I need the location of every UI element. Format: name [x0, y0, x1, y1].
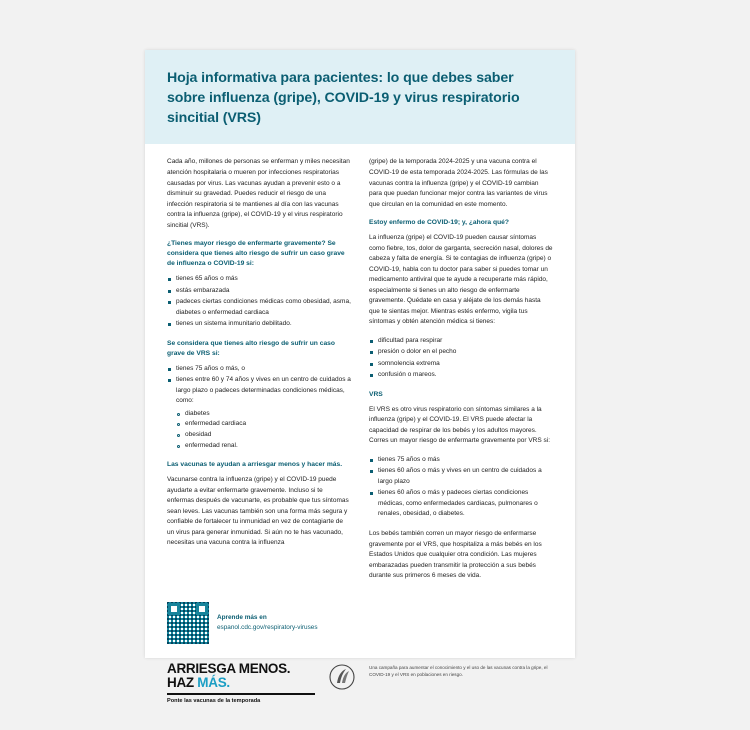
logo-line-2 — [167, 676, 315, 690]
vrs-paragraph: El VRS es otro virus respiratorio con síntomas similares a la influenza (gripe) y el COVID-19. El VRS puede afectar la capacidad de respirar de los bebés y los adultos mayores. Corres un mayor riesgo de enfermarte gravemente por VRS si: — [369, 405, 550, 445]
rsv-risk-list — [167, 364, 351, 451]
list-item: enfermedad cardiaca — [176, 419, 351, 430]
list-item: padeces ciertas condiciones médicas como obesidad, asma, diabetes o enfermedad cardiaca — [167, 297, 351, 318]
fact-sheet-page — [145, 50, 575, 704]
logo-line-2-text: HAZ — [167, 674, 198, 690]
intro-paragraph: Cada año, millones de personas se enferman y miles necesitan atención hospitalaria o mueren por infecciones respiratorias causadas por virus. Las vacunas ayudan a prevenir esto o a disminuir su gravedad. Puedes reducir el riesgo de una infección respiratoria si te mantienes al día con las vacunas contra la influenza (gripe), el COVID-19 y el virus respiratorio sincitial (VRS). — [167, 158, 350, 229]
list-item: presión o dolor en el pecho — [369, 347, 553, 358]
list-item: tienes 75 años o más — [369, 455, 553, 466]
babies-paragraph: Los bebés también corren un mayor riesgo de enfermarse gravemente por el VRS, que hospitaliza a más bebés en los Estados Unidos que cualquier otra condición. Las mujeres embarazadas pueden transmitir la protección a sus bebés durante sus primeros 6 meses de vida. — [369, 530, 542, 580]
flu-risk-list — [167, 274, 351, 330]
logo-divider — [167, 693, 315, 695]
left-column — [167, 157, 351, 589]
qr-caption — [217, 613, 318, 632]
list-item — [167, 375, 351, 451]
continued-paragraph: (gripe) de la temporada 2024-2025 y una vacuna contra el COVID-19 de esta temporada 2024-2025. Las fórmulas de las vacunas contra la influenza (gripe) y el COVID-19 cambian para que puedan funcionar mejor contra las variantes de virus que circulan en la comunidad en este momento. — [369, 158, 548, 208]
hhs-seal-icon — [329, 664, 355, 690]
logo-line-1: ARRIESGA MENOS. — [167, 660, 291, 676]
list-item: enfermedad renal. — [176, 441, 351, 452]
footer — [145, 652, 575, 704]
list-item: dificultad para respirar — [369, 336, 553, 347]
qr-code-icon[interactable] — [167, 602, 209, 644]
list-item: estás embarazada — [167, 286, 351, 297]
list-item: tienes 65 años o más — [167, 274, 351, 285]
logo-line-2-accent: MÁS. — [197, 674, 230, 690]
list-item: tienes un sistema inmunitario debilitado. — [167, 319, 351, 330]
list-item: diabetes — [176, 409, 351, 420]
list-item: somnolencia extrema — [369, 359, 553, 370]
sick-paragraph: La influenza (gripe) el COVID-19 pueden causar síntomas como fiebre, tos, dolor de garganta, secreción nasal, dolores de cabeza y falta de energía. Si te contagias de influenza (gripe) o COVID-19, habla con tu doctor para saber si puedes tomar un medicamento antiviral que te ayude a recuperarte más rápido, especialmente si tienes un alto riesgo de enfermarte gravemente. Quédate en casa y aléjate de los demás hasta que te sientas mejor. Mientras estés enfermo, vigila tus síntomas y obtén atención médica si tienes: — [369, 234, 553, 326]
vrs-risk-list — [369, 455, 553, 520]
heading-vaccines-help: Las vacunas te ayudan a arriesgar menos y hacer más. — [167, 461, 343, 469]
vaccines-paragraph: Vacunarse contra la influenza (gripe) y el COVID-19 puede ayudarte a evitar enfermarte gravemente. Incluso si te enfermas después de vacunarte, es probable que tus síntomas sean leves. Las vacunas también son una forma más segura y confiable de fortalecer tu inmunidad en vez de contagiarte de un virus para generar inmunidad. Si aún no te has vacunado, necesitas una vacuna contra la influenza — [167, 476, 349, 547]
document-body — [145, 144, 575, 589]
logo-tagline: Ponte las vacunas de la temporada — [167, 697, 261, 704]
warning-signs-list — [369, 336, 553, 381]
list-item: confusión o mareos. — [369, 370, 553, 381]
list-item: tienes 60 años o más y vives en un centro de cuidados a largo plazo — [369, 466, 553, 487]
heading-vrs: VRS — [369, 390, 383, 398]
page-title: Hoja informativa para pacientes: lo que debes saber sobre influenza (gripe), COVID-19 y virus respiratorio sincitial (VRS) — [167, 70, 520, 127]
heading-high-risk-rsv: Se considera que tienes alto riesgo de sufrir un caso grave de VRS si: — [167, 339, 335, 357]
campaign-logo — [167, 662, 315, 704]
list-item: tienes 75 años o más, o — [167, 364, 351, 375]
rsv-condition-sublist — [176, 409, 351, 451]
header-band — [145, 50, 575, 144]
campaign-description: Una campaña para aumentar el conocimiento y el uso de las vacunas contra la gripe, el COVID-19 y el VRS en poblaciones en riesgo. — [369, 664, 548, 678]
right-column — [369, 157, 553, 589]
list-item-text: tienes entre 60 y 74 años y vives en un centro de cuidados a largo plazo o padeces determinadas condiciones médicas, como: — [176, 376, 351, 405]
heading-sick-covid: Estoy enfermo de COVID-19; y, ¿ahora qué? — [369, 219, 509, 227]
heading-high-risk-flu: ¿Tienes mayor riesgo de enfermarte gravemente? Se considera que tienes alto riesgo de sufrir un caso grave de influenza o COVID-19 si: — [167, 240, 345, 268]
qr-label: Aprende más en — [217, 613, 267, 621]
qr-url[interactable]: espanol.cdc.gov/respiratory-viruses — [217, 623, 318, 631]
list-item: tienes 60 años o más y padeces ciertas condiciones médicas, como enfermedades cardiacas, pulmonares o renales, obesidad, o diabetes. — [369, 488, 553, 520]
list-item: obesidad — [176, 430, 351, 441]
qr-section — [145, 602, 575, 644]
